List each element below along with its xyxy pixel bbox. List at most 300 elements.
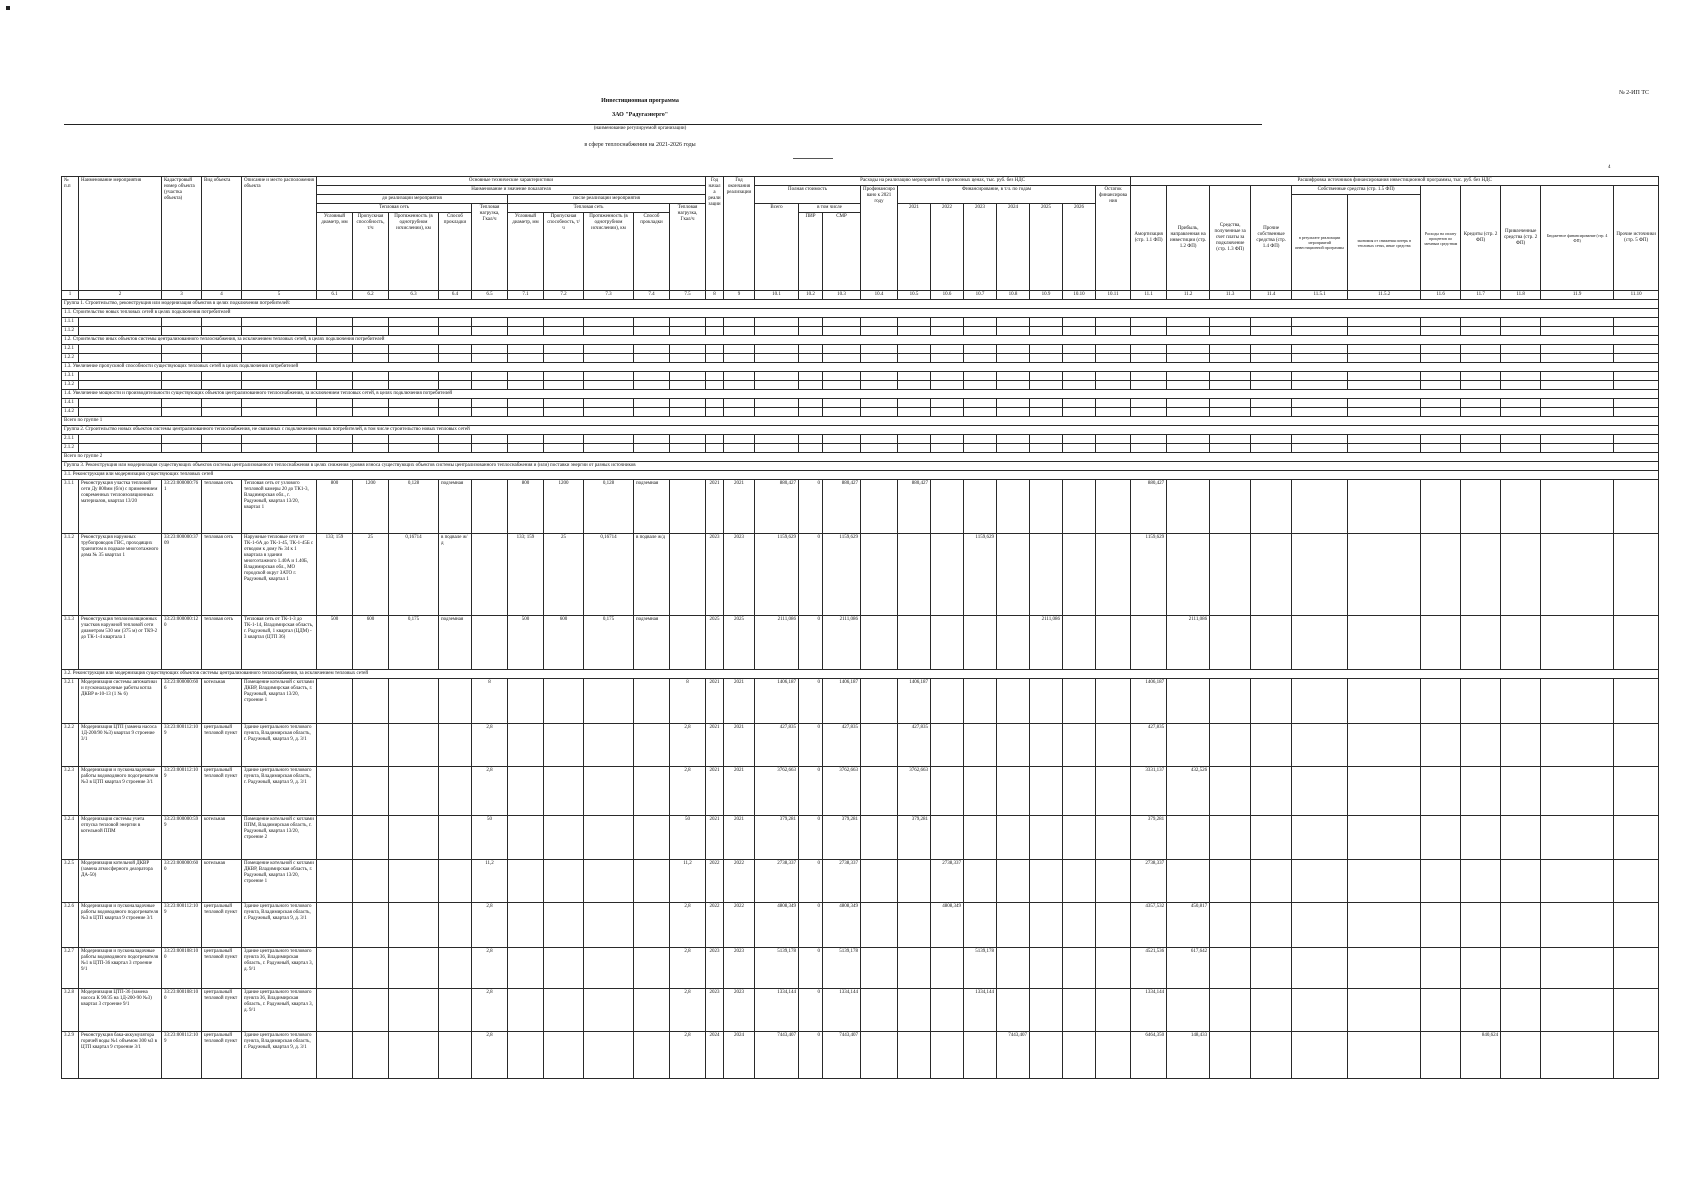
load-before — [472, 616, 508, 670]
total-cost: 1406,187 — [755, 679, 799, 724]
empty-cell — [1614, 989, 1659, 1032]
empty-cell — [861, 372, 898, 381]
empty-cell — [389, 408, 439, 417]
empty-cell — [755, 435, 799, 444]
credit-source — [1461, 816, 1501, 860]
empty-cell — [1210, 767, 1251, 816]
diam-before-header: Условный диаметр, мм — [317, 213, 353, 291]
cadastral-number: 33:23:000000:600 — [162, 860, 202, 903]
empty-cell — [964, 435, 997, 444]
year-end: 2023 — [724, 989, 755, 1032]
column-number-cell: 11.10 — [1614, 291, 1659, 300]
empty-cell — [931, 381, 964, 390]
empty-cell — [755, 327, 799, 336]
prev-result-header: в результате реализации мероприятий инвестиционной программы — [1292, 195, 1348, 291]
empty-cell — [1421, 444, 1461, 453]
col-type-header: Вид объекта — [202, 177, 242, 291]
laying-after: в подвале ж/д — [634, 534, 670, 616]
empty-cell — [353, 1032, 389, 1079]
column-number-row — [62, 291, 1659, 300]
empty-cell — [964, 381, 997, 390]
empty-cell — [634, 1032, 670, 1079]
column-number-cell: 10.7 — [964, 291, 997, 300]
year-start: 2023 — [706, 534, 724, 616]
empty-cell — [1348, 903, 1421, 948]
load-before: 2,8 — [472, 948, 508, 989]
empty-cell — [670, 381, 706, 390]
financing-f24 — [997, 989, 1030, 1032]
project-number: 3.1.1 — [62, 480, 79, 534]
amortization-source: 427,835 — [1131, 724, 1167, 767]
empty-cell — [755, 444, 799, 453]
project-name: Реконструкция наружных трубопроводов ГВС, проходящих транзитом в подвале многоэтажного дома № 35 квартал 1 — [79, 534, 162, 616]
profit-source: 432,526 — [1167, 767, 1210, 816]
object-type: тепловая сеть — [202, 534, 242, 616]
empty-cell — [1096, 399, 1131, 408]
financing-f26 — [1063, 616, 1096, 670]
empty-cell — [389, 354, 439, 363]
empty-cell — [823, 345, 861, 354]
project-number: 3.1.3 — [62, 616, 79, 670]
own-funds-header: Собственные средства (стр. 1.5 ФП) — [1292, 186, 1421, 195]
load-after — [670, 534, 706, 616]
amortization-source: 2738,337 — [1131, 860, 1167, 903]
amortization-source: 1159,629 — [1131, 534, 1167, 616]
financing-f22 — [931, 724, 964, 767]
empty-cell — [584, 860, 634, 903]
empty-cell — [1292, 399, 1348, 408]
empty-cell — [861, 408, 898, 417]
empty-cell — [317, 989, 353, 1032]
rest-financing — [1096, 989, 1131, 1032]
empty-cell — [997, 408, 1030, 417]
empty-cell — [1251, 1032, 1292, 1079]
project-name: Реконструкция бака-аккумулятора горячей воды №1 объемом 300 м3 в ЦТП квартал 9 строение 3/1 — [79, 1032, 162, 1079]
laying-before: подземная — [439, 616, 472, 670]
pir-cost: 0 — [799, 724, 823, 767]
empty-cell — [1167, 318, 1210, 327]
financing-f21: 3762,663 — [898, 767, 931, 816]
subgroup-1-1-row-label: 1.1. Строительство новых тепловых сетей в целях подключения потребителей — [62, 309, 1659, 318]
empty-cell — [1541, 372, 1614, 381]
empty-cell — [964, 372, 997, 381]
empty-cell — [242, 435, 317, 444]
cadastral-number: 33:23:000108:100 — [162, 948, 202, 989]
empty-cell — [964, 444, 997, 453]
empty-cell — [544, 399, 584, 408]
length-before: 0,175 — [389, 616, 439, 670]
empty-cell — [544, 903, 584, 948]
financing-f26 — [1063, 816, 1096, 860]
credit-source: 840,624 — [1461, 1032, 1501, 1079]
empty-cell — [1421, 345, 1461, 354]
year-start: 2022 — [706, 860, 724, 903]
funded-before — [861, 860, 898, 903]
column-number-cell: 11.5.2 — [1348, 291, 1421, 300]
total-header: Всего — [755, 204, 799, 291]
empty-cell — [898, 435, 931, 444]
smr-cost: 1159,629 — [823, 534, 861, 616]
subgroup-1-4-row-label: 1.4. Увеличение мощности и производительности существующих объектов централизованного теплоснабжения, за исключением тепловых сетей, в целях подключения потребителей — [62, 390, 1659, 399]
empty-cell — [823, 354, 861, 363]
empty-cell — [1292, 327, 1348, 336]
group-3-row — [62, 462, 1659, 471]
empty-cell — [1292, 372, 1348, 381]
empty-cell — [724, 408, 755, 417]
object-location: Наружные тепловые сети от ТК-1-6А до ТК-1-45, ТК-1-45Б с отводом к дому № 34 к 1 квартала в здании многоэтажного 1.40А и 1.40Б, Владимирская обл., МО городской округ ЗАТО г. Радужный, квартал 1 — [242, 534, 317, 616]
empty-cell — [997, 354, 1030, 363]
empty-cell — [634, 372, 670, 381]
load-before: 2,8 — [472, 724, 508, 767]
empty-cell — [79, 372, 162, 381]
empty-cell — [202, 399, 242, 408]
empty-cell — [508, 948, 544, 989]
empty-cell — [389, 399, 439, 408]
empty-cell — [439, 679, 472, 724]
empty-cell — [1210, 480, 1251, 534]
profit-source: 617,642 — [1167, 948, 1210, 989]
empty-cell — [1614, 816, 1659, 860]
year-2022-header: 2022 — [931, 204, 964, 291]
financing-f25 — [1030, 948, 1063, 989]
empty-cell — [1348, 860, 1421, 903]
empty-cell — [898, 444, 931, 453]
empty-cell — [162, 345, 202, 354]
empty-cell — [584, 408, 634, 417]
empty-cell — [1131, 354, 1167, 363]
financing-f21 — [898, 1032, 931, 1079]
empty-cell — [1210, 318, 1251, 327]
financing-f21 — [898, 616, 931, 670]
empty-cell — [1292, 1032, 1348, 1079]
empty-cell — [1210, 399, 1251, 408]
empty-cell — [799, 444, 823, 453]
profit-source — [1167, 724, 1210, 767]
empty-cell — [706, 372, 724, 381]
load-after: 2,8 — [670, 767, 706, 816]
empty-cell — [1167, 444, 1210, 453]
empty-cell — [1501, 345, 1541, 354]
project-row — [62, 948, 1659, 989]
cadastral-number: 33:23:000000:606 — [162, 679, 202, 724]
empty-cell — [1461, 372, 1501, 381]
empty-cell — [508, 444, 544, 453]
empty-cell — [1292, 860, 1348, 903]
empty-cell — [1251, 408, 1292, 417]
column-number-cell: 11.4 — [1251, 291, 1292, 300]
empty-cell — [389, 381, 439, 390]
len-before-header: Протяженность (в однотрубном исчислении), км — [389, 213, 439, 291]
amortization-source: 1406,187 — [1131, 679, 1167, 724]
column-number-cell: 11.6 — [1421, 291, 1461, 300]
column-number-cell: 10.3 — [823, 291, 861, 300]
empty-cell — [1541, 444, 1614, 453]
empty-cell — [584, 354, 634, 363]
object-type: центральный тепловой пункт — [202, 903, 242, 948]
subgroup-3-2-row — [62, 670, 1659, 679]
empty-cell — [724, 444, 755, 453]
empty-cell — [242, 399, 317, 408]
empty-cell — [931, 318, 964, 327]
empty-cell — [1421, 767, 1461, 816]
financing-f23: 1159,629 — [964, 534, 997, 616]
empty-cell — [634, 318, 670, 327]
empty-cell — [1210, 354, 1251, 363]
empty-cell — [1501, 948, 1541, 989]
financing-f24: 7443,407 — [997, 1032, 1030, 1079]
empty-cell — [439, 724, 472, 767]
empty-cell — [1167, 408, 1210, 417]
empty-cell — [1251, 903, 1292, 948]
empty-cell — [439, 860, 472, 903]
empty-cell — [634, 444, 670, 453]
heatnet-after-header: Тепловая сеть — [508, 204, 670, 213]
empty-cell — [1348, 616, 1421, 670]
smr-cost: 1406,187 — [823, 679, 861, 724]
empty-cell — [317, 816, 353, 860]
empty-cell — [861, 435, 898, 444]
empty-cell — [508, 435, 544, 444]
empty-cell — [508, 989, 544, 1032]
empty-cell — [544, 381, 584, 390]
empty-cell — [1348, 354, 1421, 363]
empty-cell — [472, 372, 508, 381]
empty-cell — [1096, 345, 1131, 354]
project-row — [62, 816, 1659, 860]
length-after: 0,128 — [584, 480, 634, 534]
empty-cell — [439, 989, 472, 1032]
empty-cell — [353, 372, 389, 381]
empty-cell — [508, 318, 544, 327]
empty-cell — [544, 860, 584, 903]
year-start: 2021 — [706, 480, 724, 534]
empty-cell — [823, 327, 861, 336]
empty-cell — [1030, 345, 1063, 354]
item-row — [62, 381, 1659, 390]
empty-cell — [439, 327, 472, 336]
empty-cell — [1292, 724, 1348, 767]
pir-cost: 0 — [799, 679, 823, 724]
financing-f25 — [1030, 534, 1063, 616]
empty-cell — [1501, 408, 1541, 417]
column-number-cell: 11.7 — [1461, 291, 1501, 300]
load-after: 2,8 — [670, 724, 706, 767]
funded-before — [861, 989, 898, 1032]
empty-cell — [1131, 381, 1167, 390]
empty-cell — [1348, 767, 1421, 816]
load-before: 8 — [472, 679, 508, 724]
empty-cell — [353, 318, 389, 327]
empty-cell — [1210, 724, 1251, 767]
financing-f25 — [1030, 480, 1063, 534]
column-number-cell: 7.4 — [634, 291, 670, 300]
funded-before — [861, 724, 898, 767]
empty-cell — [79, 327, 162, 336]
empty-cell — [202, 345, 242, 354]
subgroup-1-2-row — [62, 336, 1659, 345]
rest-financing — [1096, 948, 1131, 989]
empty-cell — [931, 435, 964, 444]
col-year-start-header: Год начала реализации — [706, 177, 724, 291]
group-2-total-row — [62, 453, 1659, 462]
empty-cell — [1421, 534, 1461, 616]
project-row — [62, 989, 1659, 1032]
empty-cell — [898, 381, 931, 390]
subgroup-1-3-row — [62, 363, 1659, 372]
empty-cell — [1421, 860, 1461, 903]
credit-source — [1461, 767, 1501, 816]
financing-f23 — [964, 724, 997, 767]
project-name: Модернизация и пусконаладочные работы водоводяного подогревателя №1 в ЦТП-36 квартал 3 строение 9/1 — [79, 948, 162, 989]
object-type: центральный тепловой пункт — [202, 767, 242, 816]
amortization-source: 4357,532 — [1131, 903, 1167, 948]
empty-cell — [706, 318, 724, 327]
empty-cell — [584, 345, 634, 354]
empty-cell — [389, 444, 439, 453]
diameter-after: 133; 159 — [508, 534, 544, 616]
year-2024-header: 2024 — [997, 204, 1030, 291]
empty-cell — [724, 399, 755, 408]
empty-cell — [1614, 767, 1659, 816]
empty-cell — [544, 372, 584, 381]
empty-cell — [1501, 399, 1541, 408]
pir-cost: 0 — [799, 767, 823, 816]
empty-cell — [508, 1032, 544, 1079]
item-row — [62, 399, 1659, 408]
empty-cell — [1251, 767, 1292, 816]
empty-cell — [1541, 724, 1614, 767]
project-row — [62, 480, 1659, 534]
empty-cell — [1461, 408, 1501, 417]
empty-cell — [162, 399, 202, 408]
column-number-cell: 11.8 — [1501, 291, 1541, 300]
empty-cell — [1292, 345, 1348, 354]
empty-cell — [439, 444, 472, 453]
empty-cell — [1292, 616, 1348, 670]
empty-cell — [1348, 679, 1421, 724]
year-end: 2023 — [724, 948, 755, 989]
empty-cell — [1541, 860, 1614, 903]
financing-f21 — [898, 860, 931, 903]
cap-after-header: Пропускная способность, т/ч — [544, 213, 584, 291]
column-number-cell: 6.5 — [472, 291, 508, 300]
empty-cell — [389, 767, 439, 816]
empty-cell — [1614, 318, 1659, 327]
empty-cell — [79, 345, 162, 354]
empty-cell — [1501, 616, 1541, 670]
connect-header: Средства, полученные за счет платы за подключение (стр. 1.3 ФП) — [1210, 186, 1251, 291]
empty-cell — [1614, 327, 1659, 336]
empty-cell — [1251, 724, 1292, 767]
empty-cell — [724, 318, 755, 327]
empty-cell — [242, 381, 317, 390]
empty-cell — [508, 354, 544, 363]
project-number: 3.2.7 — [62, 948, 79, 989]
incl-header: в том числе — [799, 204, 861, 213]
credit-source — [1461, 948, 1501, 989]
empty-cell — [1131, 399, 1167, 408]
empty-cell — [317, 327, 353, 336]
empty-cell — [472, 399, 508, 408]
column-number-cell: 7.5 — [670, 291, 706, 300]
year-end: 2021 — [724, 724, 755, 767]
empty-cell — [584, 903, 634, 948]
cadastral-number: 33:23:000112:109 — [162, 1032, 202, 1079]
attracted-header: Привлеченные средства (стр. 2 ФП) — [1501, 186, 1541, 291]
financing-f25 — [1030, 679, 1063, 724]
col-year-end-header: Год окончания реализации — [724, 177, 755, 291]
empty-cell — [634, 381, 670, 390]
total-cost: 4808,349 — [755, 903, 799, 948]
column-number-cell: 10.6 — [931, 291, 964, 300]
smr-cost: 1334,144 — [823, 989, 861, 1032]
amortization-source: 4521,536 — [1131, 948, 1167, 989]
empty-cell — [1210, 948, 1251, 989]
financing-f21 — [898, 534, 931, 616]
financing-f22 — [931, 767, 964, 816]
empty-cell — [823, 444, 861, 453]
project-number: 3.2.3 — [62, 767, 79, 816]
cadastral-number: 33:23:000108:100 — [162, 989, 202, 1032]
capacity-after: 1200 — [544, 480, 584, 534]
empty-cell — [1541, 948, 1614, 989]
subgroup-1-1-row — [62, 309, 1659, 318]
column-number-cell: 4 — [202, 291, 242, 300]
capacity-before: 1200 — [353, 480, 389, 534]
empty-cell — [1096, 318, 1131, 327]
empty-cell — [706, 408, 724, 417]
credit-source — [1461, 616, 1501, 670]
empty-cell — [1292, 534, 1348, 616]
empty-cell — [1292, 480, 1348, 534]
budget-header: Бюджетное финансирование (стр. 4 ФП) — [1541, 186, 1614, 291]
subgroup-3-1-row — [62, 471, 1659, 480]
empty-cell — [1210, 616, 1251, 670]
empty-cell — [1131, 408, 1167, 417]
financing-f23 — [964, 860, 997, 903]
load-before — [472, 534, 508, 616]
empty-cell — [1501, 724, 1541, 767]
empty-cell — [1210, 679, 1251, 724]
empty-cell — [997, 444, 1030, 453]
rest-financing — [1096, 616, 1131, 670]
financing-f26 — [1063, 724, 1096, 767]
empty-cell — [1292, 444, 1348, 453]
empty-cell — [439, 345, 472, 354]
empty-cell — [634, 948, 670, 989]
empty-cell — [1348, 435, 1421, 444]
subgroup-3-2-row-label: 3.2. Реконструкция или модернизация существующих объектов системы централизованного теплоснабжения, за исключением тепловых сетей — [62, 670, 1659, 679]
financing-f24 — [997, 860, 1030, 903]
empty-cell — [79, 318, 162, 327]
year-start: 2021 — [706, 724, 724, 767]
empty-cell — [670, 399, 706, 408]
empty-cell — [1421, 989, 1461, 1032]
load-after: 11,2 — [670, 860, 706, 903]
year-end: 2024 — [724, 1032, 755, 1079]
empty-cell — [1251, 372, 1292, 381]
empty-cell — [1614, 948, 1659, 989]
empty-cell — [508, 345, 544, 354]
empty-cell — [1541, 903, 1614, 948]
empty-cell — [1541, 399, 1614, 408]
empty-cell — [634, 327, 670, 336]
empty-cell — [1541, 989, 1614, 1032]
load-before: 50 — [472, 816, 508, 860]
empty-cell — [1614, 534, 1659, 616]
empty-cell — [724, 372, 755, 381]
empty-cell — [670, 354, 706, 363]
